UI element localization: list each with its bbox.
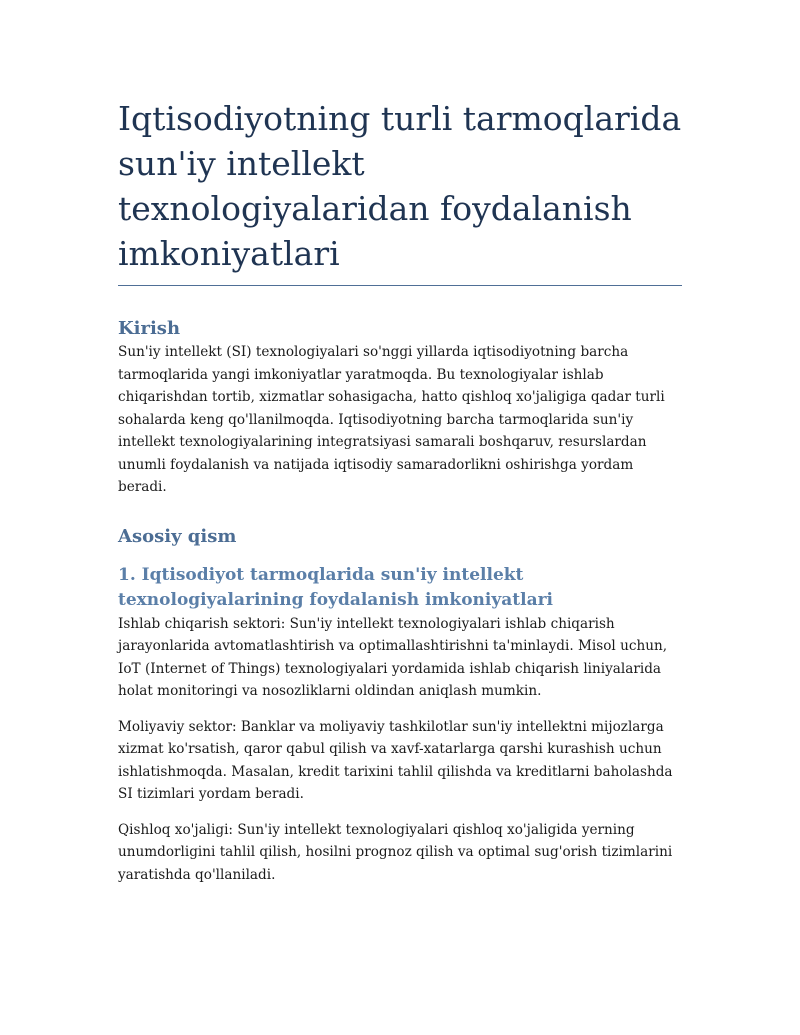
paragraph-manufacturing: Ishlab chiqarish sektori: Sun'iy intellekt texnologiyalari ishlab chiqarish jarayonlarida avtomatlashtirish va optimallashtirishni ta'minlaydi. Misol uchun, IoT (Internet of Things) texnologiyalari yordamida ishlab chiqarish liniyalarida holat monitoringi va nosozliklarni oldindan aniqlash mumkin. — [118, 615, 668, 699]
section-heading-introduction: Kirish — [118, 318, 181, 339]
document-page — [118, 96, 682, 886]
intro-paragraph: Sun'iy intellekt (SI) texnologiyalari so'nggi yillarda iqtisodiyotning barcha tarmoqlarida yangi imkoniyatlar yaratmoqda. Bu texnologiyalar ishlab chiqarishdan tortib, xizmatlar sohasigacha, hatto qishloq xo'jaligiga qadar turli sohalarda keng qo'llanilmoqda. Iqtisodiyotning barcha tarmoqlarida sun'iy intellekt texnologiyalarining integratsiyasi samarali boshqaruv, resurslardan unumli foydalanish va natijada iqtisodiy samaradorlikni oshirishga yordam beradi. — [118, 344, 665, 495]
section-main — [118, 525, 682, 887]
paragraph-finance: Moliyaviy sektor: Banklar va moliyaviy tashkilotlar sun'iy intellektni mijozlarga xizmat ko'rsatish, qaror qabul qilish va xavf-xatarlarga qarshi kurashish uchun ishlatishmoqda. Masalan, kredit tarixini tahlil qilishda va kreditlarni baholashda SI tizimlari yordam beradi. — [118, 718, 673, 802]
subsection-heading-ai-opportunities: 1. Iqtisodiyot tarmoqlarida sun'iy intellekt texnologiyalarining foydalanish imkoniyatlari — [118, 564, 553, 610]
paragraph-agriculture: Qishloq xo'jaligi: Sun'iy intellekt texnologiyalari qishloq xo'jaligida yerning unumdorligini tahlil qilish, hosilni prognoz qilish va optimal sug'orish tizimlarini yaratishda qo'llaniladi. — [118, 821, 673, 883]
document-title: Iqtisodiyotning turli tarmoqlarida sun'iy intellekt texnologiyalaridan foydalanish imkoniyatlari — [118, 96, 682, 286]
section-introduction — [118, 317, 682, 499]
section-heading-main: Asosiy qism — [118, 525, 237, 547]
